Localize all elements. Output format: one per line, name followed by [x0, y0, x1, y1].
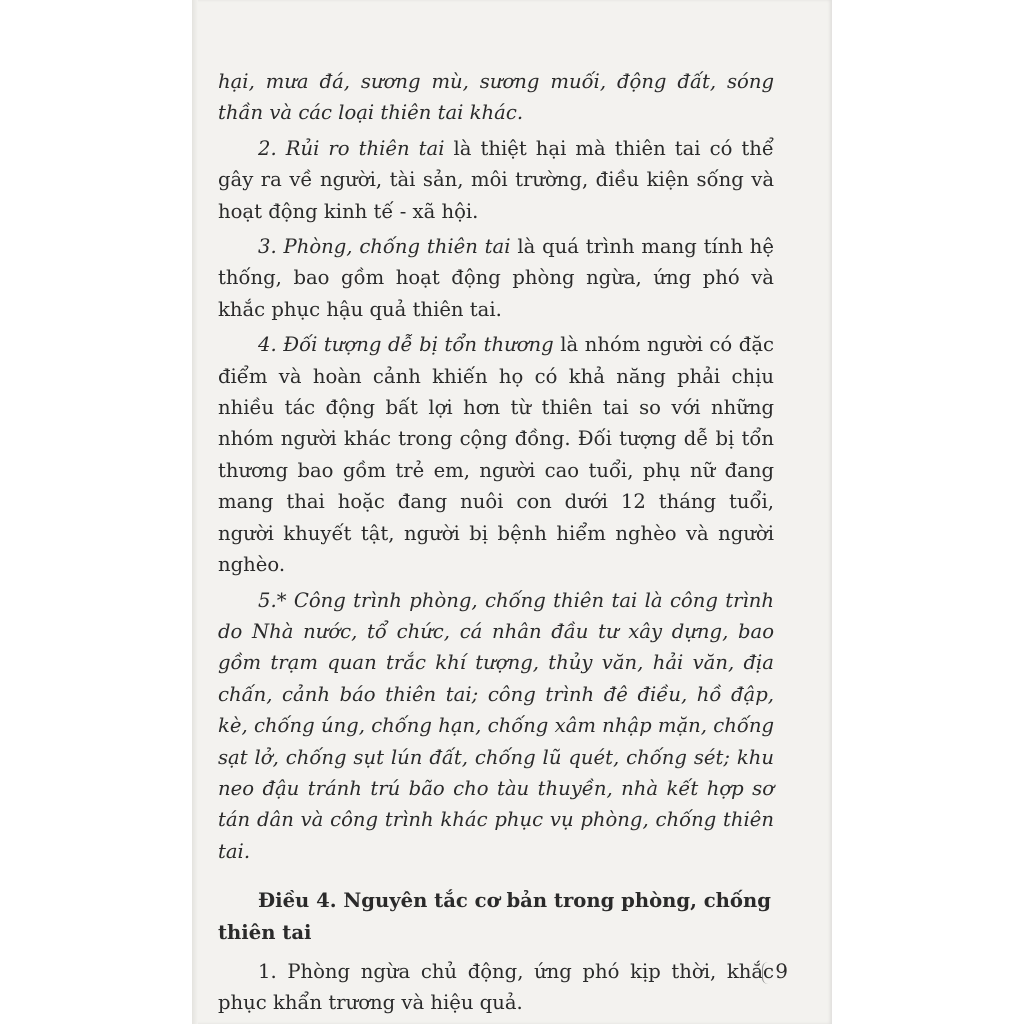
definition-disaster-risk [218, 133, 774, 227]
page-number-bracket [762, 962, 769, 984]
definition-disaster-prevention [218, 231, 774, 325]
paragraph-hazards-continued: hại, mưa đá, sương mù, sương muối, động đất, sóng thần và các loại thiên tai khác. [218, 70, 774, 125]
definition-text: là thiệt hại mà thiên tai có thể gây ra về người, tài sản, môi trường, điều kiện sống và hoạt động kinh tế - xã hội. [218, 136, 774, 223]
article-4-item-1: 1. Phòng ngừa chủ động, ứng phó kịp thời, khắc phục khẩn trương và hiệu quả. [218, 959, 774, 1015]
definition-prevention-works: 5.* Công trình phòng, chống thiên tai là công trình do Nhà nước, tổ chức, cá nhân đầu tư xây dựng, bao gồm trạm quan trắc khí tượng, thủy văn, hải văn, địa chấn, cảnh báo thiên tai; công trình đê điều, hồ đập, kè, chống úng, chống hạn, chống xâm nhập mặn, chống sạt lở, chống sụt lún đất, chống lũ quét, chống sét; khu neo đậu tránh trú bão cho tàu thuyền, nhà kết hợp sơ tán dân và công trình khác phục vụ phòng, chống thiên tai. [218, 588, 774, 863]
term-vulnerable-groups: 4. Đối tượng dễ bị tổn thương [258, 333, 554, 357]
definition-text: là quá trình mang tính hệ thống, bao gồm hoạt động phòng ngừa, ứng phó và khắc phục hậu quả thiên tai. [218, 235, 774, 321]
page-number [748, 956, 788, 986]
definition-text: là nhóm người có đặc điểm và hoàn cảnh khiến họ có khả năng phải chịu nhiều tác động bất lợi hơn từ thiên tai so với những nhóm người khác trong cộng đồng. Đối tượng dễ bị tổn thương bao gồm trẻ em, người cao tuổi, phụ nữ đang mang thai hoặc đang nuôi con dưới 12 tháng tuổi, người khuyết tật, người bị bệnh hiểm nghèo và người nghèo. [218, 333, 774, 577]
article-heading: Điều 4. Nguyên tắc cơ bản trong phòng, chống thiên tai [218, 889, 771, 944]
page-text [218, 66, 774, 1019]
term-disaster-risk: 2. Rủi ro thiên tai [258, 136, 445, 160]
page-number-value: 9 [775, 959, 788, 983]
term-disaster-prevention: 3. Phòng, chống thiên tai [258, 235, 511, 259]
definition-vulnerable-groups [218, 329, 774, 580]
page-binding-edge [192, 0, 198, 1024]
